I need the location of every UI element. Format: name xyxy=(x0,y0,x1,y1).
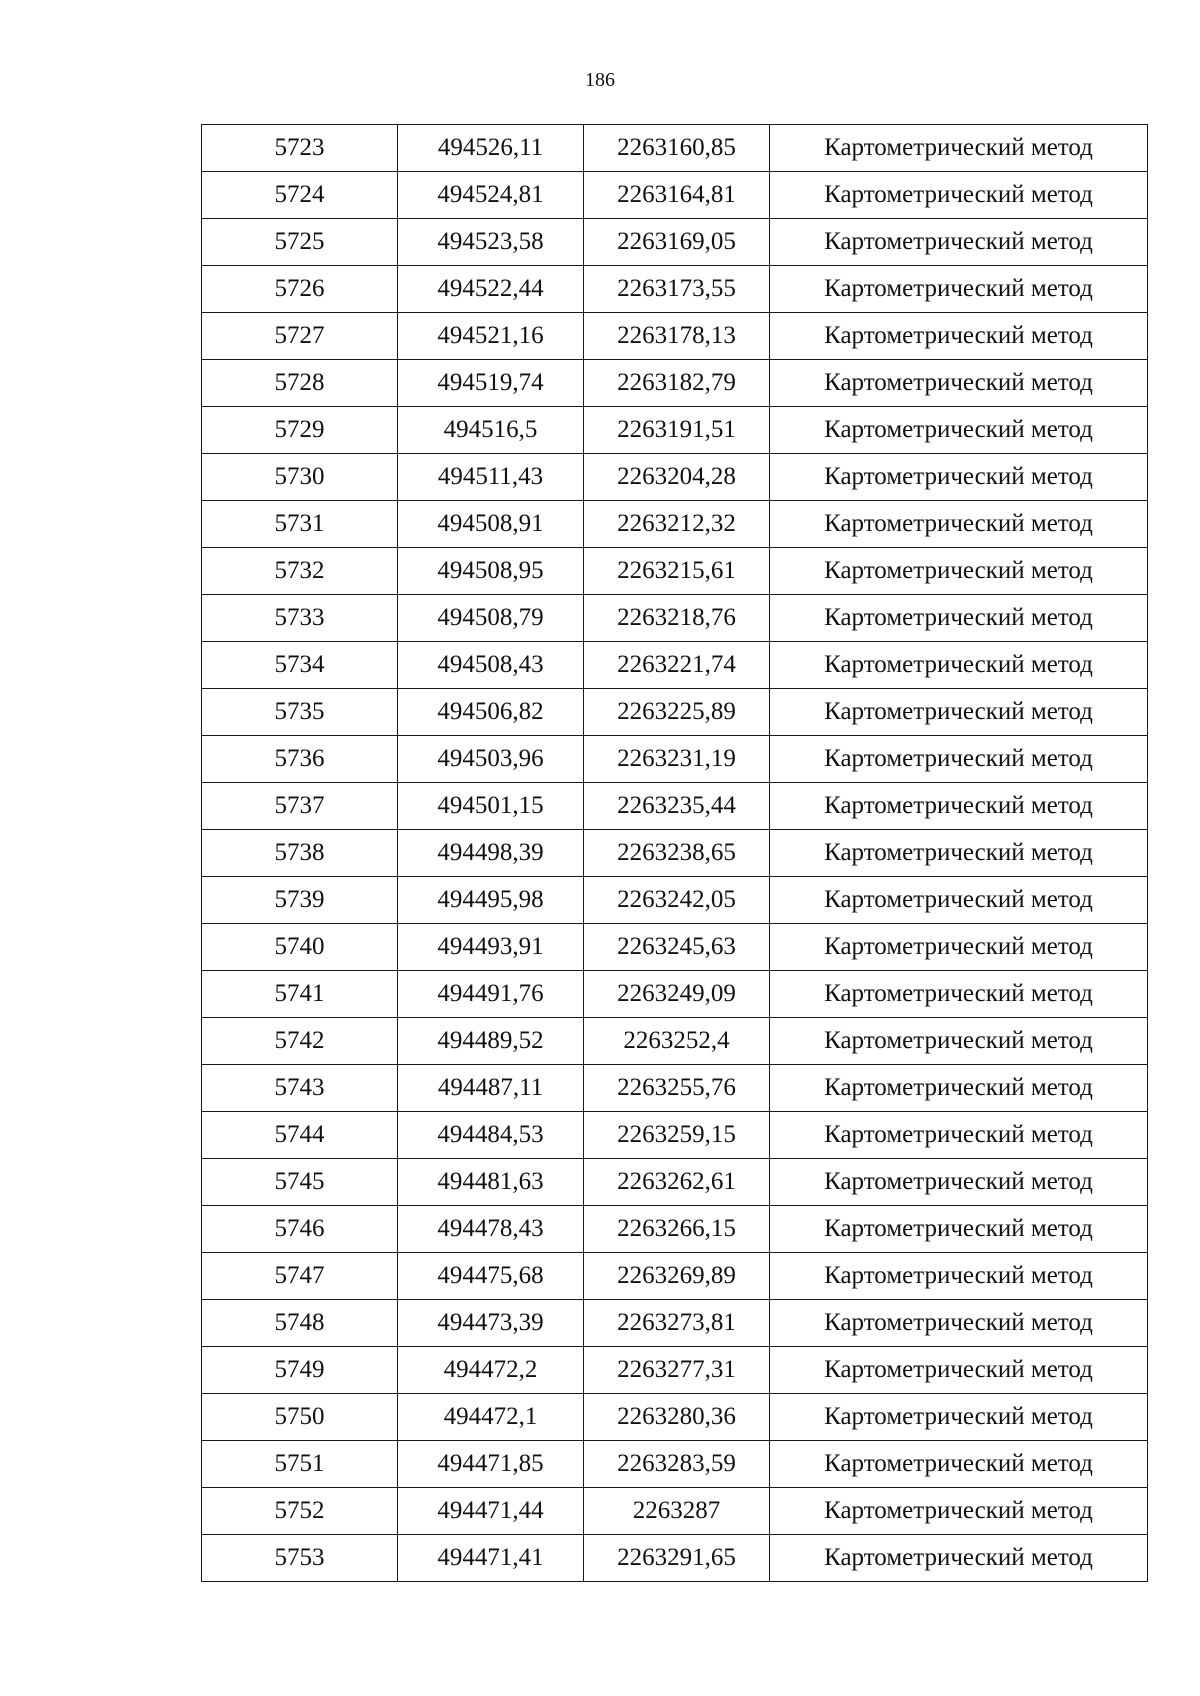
table-row xyxy=(202,407,1148,454)
y-coordinate-cell: 2263291,65 xyxy=(584,1535,770,1582)
point-number-cell: 5747 xyxy=(202,1253,398,1300)
method-cell: Картометрический метод xyxy=(770,642,1148,689)
method-cell: Картометрический метод xyxy=(770,689,1148,736)
table-row xyxy=(202,125,1148,172)
x-coordinate-cell: 494481,63 xyxy=(398,1159,584,1206)
point-number-cell: 5737 xyxy=(202,783,398,830)
method-cell: Картометрический метод xyxy=(770,783,1148,830)
x-coordinate-cell: 494508,95 xyxy=(398,548,584,595)
y-coordinate-cell: 2263283,59 xyxy=(584,1441,770,1488)
point-number-cell: 5736 xyxy=(202,736,398,783)
method-cell: Картометрический метод xyxy=(770,924,1148,971)
x-coordinate-cell: 494495,98 xyxy=(398,877,584,924)
y-coordinate-cell: 2263218,76 xyxy=(584,595,770,642)
x-coordinate-cell: 494503,96 xyxy=(398,736,584,783)
point-number-cell: 5730 xyxy=(202,454,398,501)
table-row xyxy=(202,360,1148,407)
y-coordinate-cell: 2263204,28 xyxy=(584,454,770,501)
x-coordinate-cell: 494471,85 xyxy=(398,1441,584,1488)
y-coordinate-cell: 2263242,05 xyxy=(584,877,770,924)
point-number-cell: 5725 xyxy=(202,219,398,266)
x-coordinate-cell: 494472,1 xyxy=(398,1394,584,1441)
point-number-cell: 5746 xyxy=(202,1206,398,1253)
point-number-cell: 5752 xyxy=(202,1488,398,1535)
table-row xyxy=(202,1394,1148,1441)
table-row xyxy=(202,1441,1148,1488)
point-number-cell: 5732 xyxy=(202,548,398,595)
table-row xyxy=(202,736,1148,783)
x-coordinate-cell: 494498,39 xyxy=(398,830,584,877)
y-coordinate-cell: 2263160,85 xyxy=(584,125,770,172)
y-coordinate-cell: 2263238,65 xyxy=(584,830,770,877)
method-cell: Картометрический метод xyxy=(770,219,1148,266)
method-cell: Картометрический метод xyxy=(770,407,1148,454)
table-row xyxy=(202,1347,1148,1394)
y-coordinate-cell: 2263178,13 xyxy=(584,313,770,360)
method-cell: Картометрический метод xyxy=(770,1488,1148,1535)
x-coordinate-cell: 494511,43 xyxy=(398,454,584,501)
method-cell: Картометрический метод xyxy=(770,1300,1148,1347)
point-number-cell: 5750 xyxy=(202,1394,398,1441)
x-coordinate-cell: 494523,58 xyxy=(398,219,584,266)
table-row xyxy=(202,219,1148,266)
coordinates-table xyxy=(201,124,1148,1582)
x-coordinate-cell: 494522,44 xyxy=(398,266,584,313)
method-cell: Картометрический метод xyxy=(770,360,1148,407)
method-cell: Картометрический метод xyxy=(770,1347,1148,1394)
point-number-cell: 5744 xyxy=(202,1112,398,1159)
y-coordinate-cell: 2263221,74 xyxy=(584,642,770,689)
x-coordinate-cell: 494478,43 xyxy=(398,1206,584,1253)
table-row xyxy=(202,1018,1148,1065)
method-cell: Картометрический метод xyxy=(770,172,1148,219)
x-coordinate-cell: 494484,53 xyxy=(398,1112,584,1159)
method-cell: Картометрический метод xyxy=(770,1159,1148,1206)
x-coordinate-cell: 494493,91 xyxy=(398,924,584,971)
x-coordinate-cell: 494508,43 xyxy=(398,642,584,689)
method-cell: Картометрический метод xyxy=(770,1065,1148,1112)
x-coordinate-cell: 494508,79 xyxy=(398,595,584,642)
point-number-cell: 5753 xyxy=(202,1535,398,1582)
table-row xyxy=(202,1065,1148,1112)
y-coordinate-cell: 2263225,89 xyxy=(584,689,770,736)
table-row xyxy=(202,1206,1148,1253)
table-row xyxy=(202,1253,1148,1300)
method-cell: Картометрический метод xyxy=(770,1394,1148,1441)
table-row xyxy=(202,501,1148,548)
y-coordinate-cell: 2263191,51 xyxy=(584,407,770,454)
y-coordinate-cell: 2263259,15 xyxy=(584,1112,770,1159)
x-coordinate-cell: 494473,39 xyxy=(398,1300,584,1347)
point-number-cell: 5742 xyxy=(202,1018,398,1065)
method-cell: Картометрический метод xyxy=(770,877,1148,924)
x-coordinate-cell: 494489,52 xyxy=(398,1018,584,1065)
x-coordinate-cell: 494519,74 xyxy=(398,360,584,407)
table-row xyxy=(202,971,1148,1018)
method-cell: Картометрический метод xyxy=(770,1441,1148,1488)
point-number-cell: 5751 xyxy=(202,1441,398,1488)
method-cell: Картометрический метод xyxy=(770,1253,1148,1300)
y-coordinate-cell: 2263287 xyxy=(584,1488,770,1535)
method-cell: Картометрический метод xyxy=(770,313,1148,360)
y-coordinate-cell: 2263231,19 xyxy=(584,736,770,783)
table-row xyxy=(202,783,1148,830)
point-number-cell: 5731 xyxy=(202,501,398,548)
point-number-cell: 5745 xyxy=(202,1159,398,1206)
method-cell: Картометрический метод xyxy=(770,830,1148,877)
table-row xyxy=(202,172,1148,219)
table-body xyxy=(202,125,1148,1582)
table-row xyxy=(202,266,1148,313)
y-coordinate-cell: 2263215,61 xyxy=(584,548,770,595)
x-coordinate-cell: 494508,91 xyxy=(398,501,584,548)
point-number-cell: 5724 xyxy=(202,172,398,219)
method-cell: Картометрический метод xyxy=(770,1112,1148,1159)
x-coordinate-cell: 494471,41 xyxy=(398,1535,584,1582)
y-coordinate-cell: 2263182,79 xyxy=(584,360,770,407)
y-coordinate-cell: 2263249,09 xyxy=(584,971,770,1018)
y-coordinate-cell: 2263255,76 xyxy=(584,1065,770,1112)
y-coordinate-cell: 2263173,55 xyxy=(584,266,770,313)
x-coordinate-cell: 494487,11 xyxy=(398,1065,584,1112)
x-coordinate-cell: 494471,44 xyxy=(398,1488,584,1535)
point-number-cell: 5741 xyxy=(202,971,398,1018)
table-row xyxy=(202,313,1148,360)
y-coordinate-cell: 2263262,61 xyxy=(584,1159,770,1206)
x-coordinate-cell: 494516,5 xyxy=(398,407,584,454)
table-row xyxy=(202,595,1148,642)
y-coordinate-cell: 2263273,81 xyxy=(584,1300,770,1347)
x-coordinate-cell: 494506,82 xyxy=(398,689,584,736)
point-number-cell: 5743 xyxy=(202,1065,398,1112)
page-number: 186 xyxy=(585,69,615,91)
table-row xyxy=(202,689,1148,736)
method-cell: Картометрический метод xyxy=(770,595,1148,642)
y-coordinate-cell: 2263269,89 xyxy=(584,1253,770,1300)
y-coordinate-cell: 2263245,63 xyxy=(584,924,770,971)
y-coordinate-cell: 2263164,81 xyxy=(584,172,770,219)
table-row xyxy=(202,642,1148,689)
table-row xyxy=(202,1535,1148,1582)
method-cell: Картометрический метод xyxy=(770,501,1148,548)
point-number-cell: 5728 xyxy=(202,360,398,407)
method-cell: Картометрический метод xyxy=(770,266,1148,313)
x-coordinate-cell: 494526,11 xyxy=(398,125,584,172)
y-coordinate-cell: 2263266,15 xyxy=(584,1206,770,1253)
table-row xyxy=(202,830,1148,877)
table-row xyxy=(202,877,1148,924)
method-cell: Картометрический метод xyxy=(770,1535,1148,1582)
x-coordinate-cell: 494472,2 xyxy=(398,1347,584,1394)
method-cell: Картометрический метод xyxy=(770,1206,1148,1253)
x-coordinate-cell: 494524,81 xyxy=(398,172,584,219)
y-coordinate-cell: 2263212,32 xyxy=(584,501,770,548)
x-coordinate-cell: 494491,76 xyxy=(398,971,584,1018)
method-cell: Картометрический метод xyxy=(770,454,1148,501)
point-number-cell: 5748 xyxy=(202,1300,398,1347)
method-cell: Картометрический метод xyxy=(770,736,1148,783)
table-row xyxy=(202,1112,1148,1159)
table-row xyxy=(202,454,1148,501)
table-row xyxy=(202,1488,1148,1535)
point-number-cell: 5726 xyxy=(202,266,398,313)
x-coordinate-cell: 494501,15 xyxy=(398,783,584,830)
method-cell: Картометрический метод xyxy=(770,548,1148,595)
point-number-cell: 5733 xyxy=(202,595,398,642)
y-coordinate-cell: 2263252,4 xyxy=(584,1018,770,1065)
table-row xyxy=(202,924,1148,971)
table-row xyxy=(202,548,1148,595)
point-number-cell: 5749 xyxy=(202,1347,398,1394)
table-row xyxy=(202,1300,1148,1347)
y-coordinate-cell: 2263277,31 xyxy=(584,1347,770,1394)
point-number-cell: 5734 xyxy=(202,642,398,689)
point-number-cell: 5740 xyxy=(202,924,398,971)
method-cell: Картометрический метод xyxy=(770,1018,1148,1065)
x-coordinate-cell: 494475,68 xyxy=(398,1253,584,1300)
method-cell: Картометрический метод xyxy=(770,125,1148,172)
point-number-cell: 5735 xyxy=(202,689,398,736)
point-number-cell: 5727 xyxy=(202,313,398,360)
y-coordinate-cell: 2263280,36 xyxy=(584,1394,770,1441)
method-cell: Картометрический метод xyxy=(770,971,1148,1018)
x-coordinate-cell: 494521,16 xyxy=(398,313,584,360)
point-number-cell: 5729 xyxy=(202,407,398,454)
point-number-cell: 5723 xyxy=(202,125,398,172)
y-coordinate-cell: 2263235,44 xyxy=(584,783,770,830)
y-coordinate-cell: 2263169,05 xyxy=(584,219,770,266)
point-number-cell: 5738 xyxy=(202,830,398,877)
point-number-cell: 5739 xyxy=(202,877,398,924)
table-row xyxy=(202,1159,1148,1206)
